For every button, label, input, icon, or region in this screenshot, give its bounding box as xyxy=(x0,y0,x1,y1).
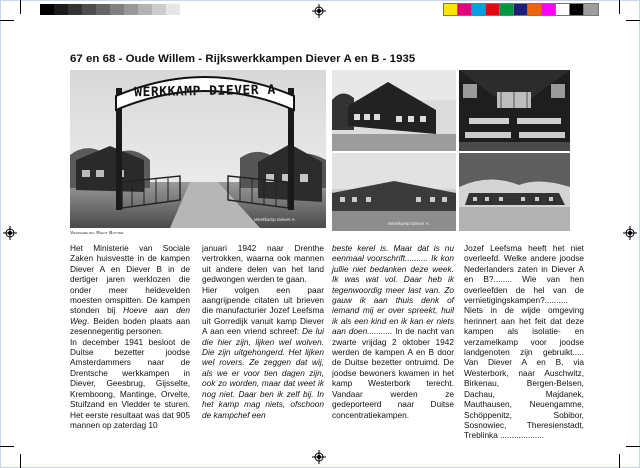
print-bar-swatch xyxy=(500,4,514,15)
print-bar-swatch xyxy=(82,4,96,15)
print-bar-swatch xyxy=(54,4,68,15)
paragraph-text: Jozef Leefsma heeft het niet overleefd. Welke andere joodse Nederlanders zaten in Diever A en B?........ Wie van hen overleefden de hel van de vernietigingskampen?.......... Niets in de wijde omgeving herinnert aan het feit dat deze kampen als isolatie- en verzamelkamp voor joodse landgenoten zijn gebruikt..... Van Diever A en B, via Westerbork, naar Auschwitz, Birkenau, Bergen-Belsen, Dachau, Majdanek, Mauthausen, Neuengamme, Schöppenitz, Sobibor, Sosnowiec, Theresienstadt, Treblinka ................... xyxy=(464,243,584,441)
registration-mark-bottom xyxy=(312,450,326,464)
quote-text: beste kerel is. Maar dat is nu eenmaal voorschrift.......... Ik kon jullie niet bedanken deze week. Ik was wat vol. Daar heb ik tegenwoordig meer last van. Zo gauw ik aan thuis denk of iemand mij er over spreekt, huil ik als een kind en ik kan er niets aan doen........... xyxy=(332,243,454,337)
print-bar-swatch xyxy=(528,4,542,15)
registration-mark-right xyxy=(623,226,637,240)
crop-mark xyxy=(626,20,640,21)
paragraph-text: In de nacht van zwarte vrijdag 2 oktober 1942 werden de kampen A en B door de Duitse bezetter ontruimd. De joodse bewoners kwamen in het kamp Westerbork terecht. Vandaar werden ze gedeporteerd naar Duitse concentratiekampen. xyxy=(332,326,454,420)
text-column-2 xyxy=(202,243,324,420)
print-bar-swatch xyxy=(514,4,528,15)
photo-mess-hall xyxy=(459,70,570,151)
crop-mark xyxy=(619,454,620,468)
paragraph-text: . Beiden boden plaats aan zesennegentig personen. In december 1941 besloot de Duitse bezetter joodse Amsterdammers naar de Drentsche werkkampen in Diever, Geesbrug, Gijsselte, Kremboong, Mantinge, Orvelte, Stuifzand en Vledder te sturen. Het eerste resultaat was dat 905 mannen op zaterdag 10 xyxy=(70,315,190,430)
print-bar-swatch xyxy=(542,4,556,15)
print-bar-swatch xyxy=(570,4,584,15)
print-bar-swatch xyxy=(556,4,570,15)
print-bar-swatch xyxy=(166,4,180,15)
photo-credit: Verzameling Reint Butter xyxy=(70,231,124,236)
registration-mark-top xyxy=(312,4,326,18)
text-column-3 xyxy=(332,243,454,420)
print-bar-swatch xyxy=(124,4,138,15)
quote-text: De lui die hier zijn, lijken wel wolven. Die zijn uitgehongerd. Het lijken wel rovers. Ze zeggen dat wij, als we er voor tien dagen zijn, ook zo worden, maar dat weet ik nog niet. Daar ben ik zelf bij. In het kamp mag niets, ofschoon de kampchef een xyxy=(202,326,324,420)
photo-barracks-bottom xyxy=(332,153,456,231)
text-column-1 xyxy=(70,243,190,430)
print-bar-swatch xyxy=(96,4,110,15)
paragraph-text: Het Ministerie van Sociale Zaken huisvestte in de kampen Diever A en Diever B in de dertiger jaren werklozen die onder meer heidevelden moesten omspitten. De kampen stonden bij xyxy=(70,243,190,316)
registration-mark-left xyxy=(3,226,17,240)
print-bar-swatch xyxy=(138,4,152,15)
print-bar-swatch xyxy=(152,4,166,15)
print-bar-swatch xyxy=(40,4,54,15)
print-bar-swatch xyxy=(110,4,124,15)
gate-sign: WERKKAMP DIEVER A xyxy=(134,82,276,101)
text-column-4 xyxy=(464,243,584,441)
crop-mark xyxy=(619,0,620,14)
print-bar-swatch xyxy=(472,4,486,15)
print-bar-swatch xyxy=(68,4,82,15)
crop-mark xyxy=(20,0,21,14)
italic-text: Hoeve aan den Weg xyxy=(70,305,190,326)
print-bar-swatch xyxy=(486,4,500,15)
page-title: 67 en 68 - Oude Willem - Rijkswerkkampen Diever A en B - 1935 xyxy=(70,53,416,65)
paragraph-text: januari 1942 naar Drenthe vertrokken, waarna ook mannen uit andere delen van het land gedwongen werden te gaan. Hier volgen een paar aangrijpende citaten uit brieven die manufacturier Jozef Leefsma uit Gorredijk vanuit kamp Diever A aan een vriend schreef: xyxy=(202,243,324,337)
crop-mark xyxy=(20,454,21,468)
crop-mark xyxy=(0,20,14,21)
print-bar-swatch xyxy=(444,4,458,15)
photo-inset-caption: Werkkamp Diever A. xyxy=(254,217,296,222)
photo-camp-gate xyxy=(70,70,326,228)
print-bar-swatch xyxy=(584,4,598,15)
photo-wide-barracks xyxy=(459,153,570,231)
crop-mark xyxy=(626,446,640,447)
photo-inset-caption: Werkkamp Diever A. xyxy=(388,221,430,226)
print-bar-swatch xyxy=(458,4,472,15)
crop-mark xyxy=(0,446,14,447)
photo-barracks-top xyxy=(332,70,456,151)
